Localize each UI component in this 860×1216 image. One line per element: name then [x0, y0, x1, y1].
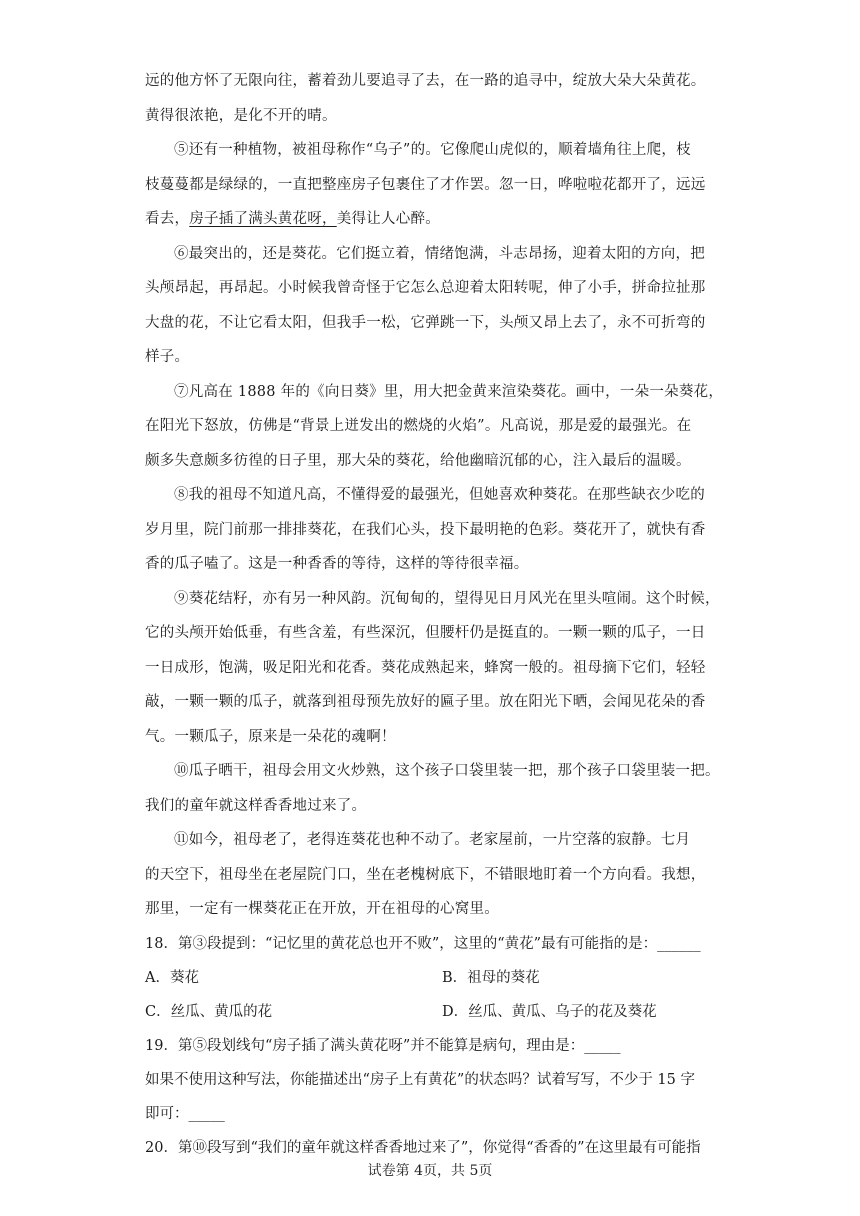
text-line: 敲，一颗一颗的瓜子，就落到祖母预先放好的匾子里。放在阳光下晒，会闻见花朵的香 — [145, 694, 706, 710]
text-line: 在阳光下怒放，仿佛是“背景上迸发出的燃烧的火焰”。凡高说，那是爱的最强光。在 — [145, 418, 692, 434]
question-19 — [145, 1029, 720, 1131]
text-line: 那里，一定有一棵葵花正在开放，开在祖母的心窝里。 — [145, 901, 499, 917]
paragraph-4-continued — [145, 64, 720, 133]
text-line: 枝蔓蔓都是绿绿的，一直把整座房子包裹住了才作罢。忽一日，哗啦啦花都开了，远远 — [145, 176, 706, 193]
underlined-sentence: 房子插了满头黄花呀， — [189, 211, 337, 227]
option-d[interactable]: D．丝瓜、黄瓜、乌子的花及葵花 — [442, 1003, 657, 1020]
question-stem: 20．第⑩段写到“我们的童年就这样香香地过来了”，你觉得“香香的”在这里最有可能指 — [145, 1139, 701, 1156]
text-line: 的天空下，祖母坐在老屋院门口，坐在老槐树底下，不错眼地盯着一个方向看。我想， — [145, 866, 706, 883]
text-line: 远的他方怀了无限向往，蓄着劲儿要追寻了去，在一路的追寻中，绽放大朵大朵黄花。 — [145, 73, 706, 89]
question-stem: 19．第⑤段划线句“房子插了满头黄花呀”并不能算是病句，理由是：_____ — [145, 1037, 621, 1054]
text-line: ⑪如今，祖母老了，老得连葵花也种不动了。老家屋前，一片空落的寂静。七月 — [174, 832, 691, 848]
text-line: ⑥最突出的，还是葵花。它们挺立着，情绪饱满，斗志昂扬，迎着太阳的方向，把 — [174, 245, 705, 262]
question-text: 即可：_____ — [145, 1105, 225, 1122]
option-row — [145, 961, 720, 995]
paragraph-6 — [145, 237, 720, 375]
text-line: 头颅昂起，再昂起。小时候我曾奇怪于它怎么总迎着太阳转呢，伸了小手，拼命拉扯那 — [145, 280, 706, 296]
text-line: ⑧我的祖母不知道凡高，不懂得爱的最强光，但她喜欢种葵花。在那些缺衣少吃的 — [174, 487, 705, 503]
text-line: 气。一颗瓜子，原来是一朵花的魂啊！ — [145, 728, 396, 745]
option-b[interactable]: B．祖母的葵花 — [442, 969, 540, 986]
text-line: 黄得很浓艳，是化不开的晴。 — [145, 107, 337, 124]
page-footer: 试卷第 4页，共 5页 — [367, 1163, 493, 1179]
paragraph-10 — [145, 754, 720, 823]
text-line: 它的头颅开始低垂，有些含羞，有些深沉，但腰杆仍是挺直的。一颗一颗的瓜子，一日 — [145, 625, 706, 641]
paragraph-8 — [145, 478, 720, 582]
text-line: ⑨葵花结籽，亦有另一种风韵。沉甸甸的，望得见日月风光在里头喧闹。这个时候， — [174, 590, 720, 607]
text-line: 一日成形，饱满，吸足阳光和花香。葵花成熟起来，蜂窝一般的。祖母摘下它们，轻轻 — [145, 659, 706, 676]
text-line: ⑩瓜子晒干，祖母会用文火炒熟，这个孩子口袋里装一把，那个孩子口袋里装一把。 — [174, 763, 720, 779]
option-c[interactable]: C．丝瓜、黄瓜的花 — [145, 1003, 273, 1020]
option-row — [145, 995, 720, 1029]
question-stem: 18．第③段提到：“记忆里的黄花总也开不败”，这里的“黄花”最有可能指的是：______ — [145, 935, 701, 952]
paragraph-5 — [145, 133, 720, 237]
text-line: 岁月里，院门前那一排排葵花，在我们心头，投下最明艳的色彩。葵花开了，就快有香 — [145, 521, 706, 538]
question-18 — [145, 927, 720, 1029]
text-line: 我们的童年就这样香香地过来了。 — [145, 797, 367, 814]
text-line — [145, 202, 720, 237]
text-line: 香的瓜子嗑了。这是一种香香的等待，这样的等待很幸福。 — [145, 556, 529, 572]
passage-body — [145, 64, 724, 1165]
paragraph-9 — [145, 582, 720, 755]
paragraph-7 — [145, 375, 724, 479]
question-text: 如果不使用这种写法，你能描述出“房子上有黄花”的状态吗？试着写写，不少于 15 字 — [145, 1071, 695, 1088]
text-line: 颇多失意颇多彷徨的日子里，那大朵的葵花，给他幽暗沉郁的心，注入最后的温暖。 — [145, 452, 691, 469]
text-line: ⑤还有一种植物，被祖母称作“乌子”的。它像爬山虎似的，顺着墙角往上爬，枝 — [174, 142, 691, 158]
option-a[interactable]: A．葵花 — [145, 969, 199, 986]
text-line: 样子。 — [145, 349, 190, 365]
text-line: 大盘的花，不让它看太阳，但我手一松，它弹跳一下，头颅又昂上去了，永不可折弯的 — [145, 314, 706, 331]
text-line: ⑦凡高在 1888 年的《向日葵》里，用大把金黄来渲染葵花。画中，一朵一朵葵花， — [174, 383, 724, 400]
text-segment: 美得让人心醉。 — [336, 211, 440, 227]
paragraph-11 — [145, 823, 720, 927]
text-segment: 看去， — [145, 211, 190, 227]
